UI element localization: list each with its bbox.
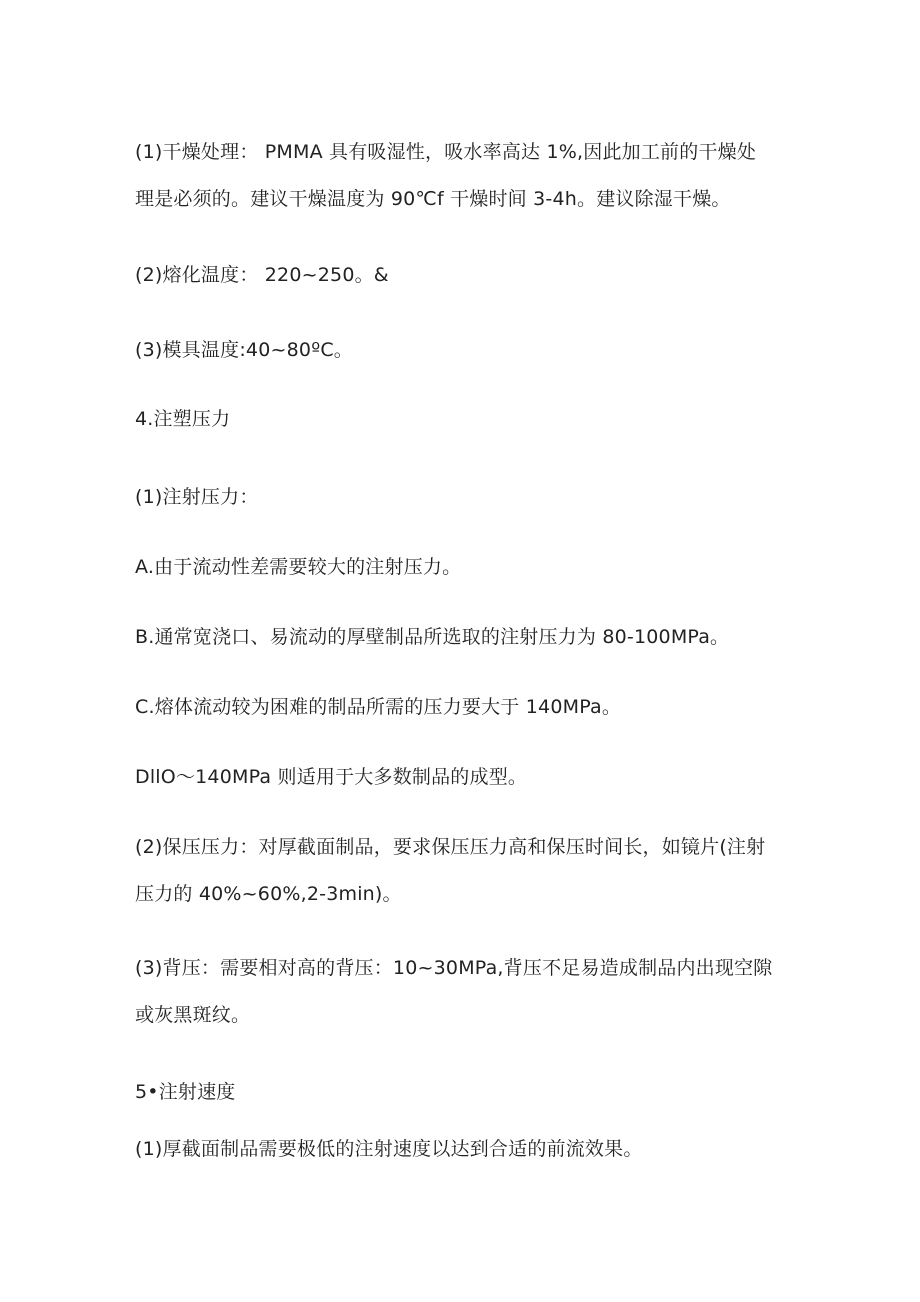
text-line-back-pressure-1: (3)背压：需要相对高的背压：10~30MPa,背压不足易造成制品内出现空隙 <box>135 957 773 979</box>
text-line-injection-pressure: (1)注射压力： <box>135 486 259 508</box>
text-line-item-b: B.通常宽浇口、易流动的厚壁制品所选取的注射压力为 80-100MPa。 <box>135 626 730 648</box>
text-line-mold-temp: (3)模具温度:40~80ºC。 <box>135 339 354 361</box>
text-line-holding-pressure-2: 压力的 40%~60%,2-3min)。 <box>135 883 402 905</box>
text-line-item-a: A.由于流动性差需要较大的注射压力。 <box>135 556 462 578</box>
text-line-back-pressure-2: 或灰黑斑纹。 <box>135 1004 251 1026</box>
section-heading-injection-speed: 5•注射速度 <box>135 1081 236 1103</box>
text-line-holding-pressure-1: (2)保压压力：对厚截面制品，要求保压压力高和保压时间长，如镜片(注射 <box>135 836 766 858</box>
text-line-drying-2: 理是必须的。建议干燥温度为 90℃f 干燥时间 3-4h。建议除湿干燥。 <box>135 188 731 210</box>
text-line-melt-temp: (2)熔化温度： 220~250。& <box>135 264 389 286</box>
text-line-item-d: DllO～140MPa 则适用于大多数制品的成型。 <box>135 766 528 788</box>
text-line-drying-1: (1)干燥处理： PMMA 具有吸湿性，吸水率高达 1%,因此加工前的干燥处 <box>135 141 757 163</box>
text-line-injection-speed: (1)厚截面制品需要极低的注射速度以达到合适的前流效果。 <box>135 1138 643 1160</box>
text-line-item-c: C.熔体流动较为困难的制品所需的压力要大于 140MPa。 <box>135 696 622 718</box>
section-heading-injection-pressure: 4.注塑压力 <box>135 408 231 430</box>
